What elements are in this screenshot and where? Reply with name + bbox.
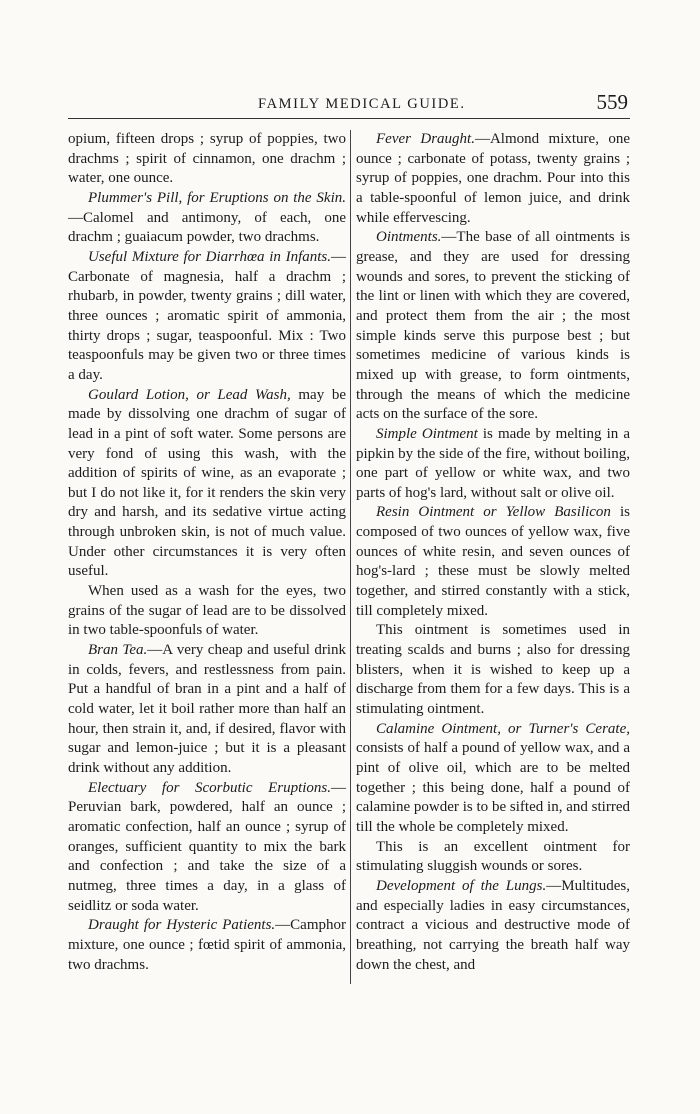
- column-divider: [350, 130, 351, 984]
- entry-heading: Resin Ointment or Yellow Basilicon: [376, 504, 611, 521]
- paragraph: Ointments.—The base of all ointments is grease, and they are used for dressing wounds and sores, to prevent the sticking of the lint or linen with which they are covered, and protect them from the air ; the most simple kinds serve this purpose best ; but sometimes medicine of various kinds is mixed up with grease, to form ointments, through the means of which the medicine acts on the surface of the sore.: [356, 229, 630, 423]
- paragraph: Fever Draught.—Almond mixture, one ounce ; carbonate of potass, twenty grains ; syrup of poppies, one drachm. Pour into this a table-spoonful of lemon juice, and drink while effervescing.: [356, 131, 631, 226]
- entry-heading: Fever Draught.: [376, 131, 475, 147]
- paragraph: Plummer's Pill, for Eruptions on the Skin.—Calomel and antimony, of each, one drachm ; guaiacum powder, two drachms.: [68, 189, 346, 246]
- page-number: 559: [596, 90, 628, 114]
- entry-heading: Bran Tea.: [88, 642, 148, 659]
- header-rule: [68, 118, 630, 119]
- entry-heading: Plummer's Pill, for Eruptions on the Skin.: [88, 189, 346, 206]
- page-header: [68, 92, 630, 118]
- paragraph: Draught for Hysteric Patients.—Camphor mixture, one ounce ; fœtid spirit of ammonia, two drachms.: [68, 917, 346, 973]
- paragraph: Development of the Lungs.—Multitudes, and especially ladies in easy circumstances, contract a vicious and destructive mode of breathing, not carrying the breath half way down the chest, and: [356, 877, 630, 973]
- entry-heading: Goulard Lotion, or Lead Wash,: [88, 386, 291, 403]
- paragraph: Bran Tea.—A very cheap and useful drink in colds, fevers, and restlessness from pain. Put a handful of bran in a pint and a half of cold water, let it boil rather more than half an hour, then strain it, and, if desired, flavor with sugar and lemon-juice ; but it is a pleasant drink without any addition.: [68, 642, 347, 776]
- paragraph: Calamine Ointment, or Turner's Cerate, consists of half a pound of yellow wax, and a pint of olive oil, which are to be melted together ; this being done, half a pound of calamine powder is to be sifted in, and stirred till the whole be completely mixed.: [356, 720, 630, 835]
- paragraph: When used as a wash for the eyes, two grains of the sugar of lead are to be dissolved in two table-spoonfuls of water.: [68, 583, 346, 639]
- entry-heading: Useful Mixture for Diarrhœa in Infants.: [88, 248, 331, 265]
- running-title: FAMILY MEDICAL GUIDE.: [258, 96, 466, 112]
- entry-heading: Draught for Hysteric Patients.: [88, 917, 276, 934]
- left-column: [68, 130, 346, 975]
- entry-heading: Ointments.: [376, 229, 442, 246]
- paragraph: This is an excellent ointment for stimulating sluggish wounds or sores.: [356, 838, 630, 875]
- right-column: [356, 130, 630, 975]
- paragraph: Useful Mixture for Diarrhœa in Infants.—Carbonate of magnesia, half a drachm ; rhubarb, in powder, twenty grains ; dill water, three ounces ; aromatic spirit of ammonia, thirty drops ; sugar, teaspoonful. Mix : Two teaspoonfuls may be given two or three times a day.: [68, 248, 346, 383]
- paragraph: Goulard Lotion, or Lead Wash, may be made by dissolving one drachm of sugar of lead in a pint of soft water. Some persons are very fond of using this wash, with the addition of spirits of wine, as an evaporate ; but I do not like it, for it renders the skin very dry and harsh, and its sedative virtue acting through unbroken skin, is not of much value. Under other circumstances it is very often useful.: [68, 386, 346, 580]
- paragraph: Resin Ointment or Yellow Basilicon is composed of two ounces of yellow wax, five ounces of white resin, and seven ounces of hog's-lard ; these must be slowly melted together, and stirred constantly with a stick, till completely mixed.: [356, 504, 630, 619]
- entry-heading: Simple Ointment: [376, 425, 478, 442]
- entry-heading: Calamine Ointment, or Turner's Cerate,: [376, 720, 630, 737]
- paragraph: Simple Ointment is made by melting in a pipkin by the side of the fire, without boiling, one part of yellow or white wax, and two parts of hog's lard, without salt or olive oil.: [356, 425, 631, 501]
- entry-heading: Development of the Lungs.: [376, 877, 547, 894]
- paragraph: opium, fifteen drops ; syrup of poppies, two drachms ; spirit of cinnamon, one drachm ; water, one ounce.: [68, 131, 346, 187]
- paragraph: This ointment is sometimes used in treating scalds and burns ; also for dressing blisters, when it is wished to keep up a discharge from them for a few days. This is a stimulating ointment.: [356, 622, 630, 718]
- paragraph: Electuary for Scorbutic Eruptions.—Peruvian bark, powdered, half an ounce ; aromatic confection, half an ounce ; syrup of oranges, sufficient quantity to mix the bark and confection ; and take the size of a nutmeg, three times a day, in a glass of seidlitz or soda water.: [68, 779, 346, 914]
- entry-heading: Electuary for Scorbutic Eruptions.: [88, 779, 331, 796]
